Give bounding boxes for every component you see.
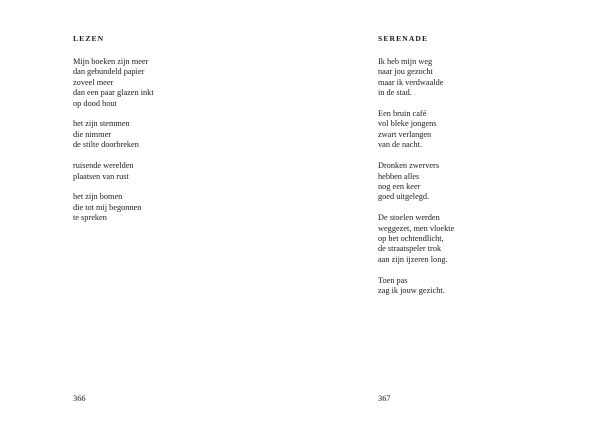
- stanza: [378, 213, 454, 265]
- poem-line: dan een paar glazen inkt: [73, 88, 154, 98]
- poem-line: vol bleke jongens: [378, 119, 437, 129]
- stanza: [378, 161, 454, 203]
- page-number: 366: [73, 394, 86, 403]
- stanza: [378, 57, 454, 99]
- poem-line: aan zijn ijzeren long.: [378, 254, 448, 264]
- poem-lezen: [73, 34, 154, 234]
- poem-title: LEZEN: [73, 34, 105, 43]
- stanza: [73, 57, 154, 109]
- poem-line: Ik heb mijn weg: [378, 57, 433, 66]
- poem-line: zwart verlangen: [378, 129, 432, 139]
- poem-line: op dood hout: [73, 98, 117, 108]
- poem-line: het zijn bomen: [73, 192, 123, 202]
- poem-line: ruisende werelden: [73, 161, 134, 171]
- poem-serenade: [378, 34, 454, 307]
- poem-line: in de stad.: [378, 88, 412, 98]
- poem-line: de straatspeler trok: [378, 244, 442, 254]
- poem-line: de stilte doorbreken: [73, 140, 139, 150]
- page-number: 367: [378, 394, 391, 403]
- poem-line: nog een keer: [378, 181, 421, 191]
- poem-line: De stoelen werden: [378, 213, 440, 223]
- poem-line: die tot mij begonnen: [73, 202, 142, 212]
- poem-line: hebben alles: [378, 171, 420, 181]
- stanza: [73, 119, 154, 150]
- poem-line: Toen pas: [378, 275, 408, 285]
- poem-line: dan gebundeld papier: [73, 67, 145, 77]
- poem-line: zoveel meer: [73, 77, 114, 87]
- poem-line: naar jou gezocht: [378, 67, 433, 77]
- poem-line: op het ochtendlicht,: [378, 233, 444, 243]
- poem-line: Dronken zwervers: [378, 161, 440, 171]
- poem-line: te spreken: [73, 213, 107, 223]
- poem-line: weggezet, men vloekte: [378, 223, 455, 233]
- poem-line: Een bruin café: [378, 109, 427, 119]
- poem-line: die nimmer: [73, 129, 112, 139]
- stanza: [73, 161, 154, 182]
- right-page: [300, 0, 600, 432]
- poem-line: zag ik jouw gezicht.: [378, 286, 445, 296]
- stanza: [378, 109, 454, 151]
- poem-line: goed uitgelegd.: [378, 192, 430, 202]
- poem-line: van de nacht.: [378, 140, 423, 150]
- poem-line: plaatsen van rust: [73, 171, 129, 181]
- poem-line: Mijn boeken zijn meer: [73, 57, 149, 66]
- poem-line: maar ik verdwaalde: [378, 77, 444, 87]
- poem-line: het zijn stemmen: [73, 119, 130, 129]
- poem-title: SERENADE: [378, 34, 429, 43]
- stanza: [73, 192, 154, 223]
- stanza: [378, 276, 454, 297]
